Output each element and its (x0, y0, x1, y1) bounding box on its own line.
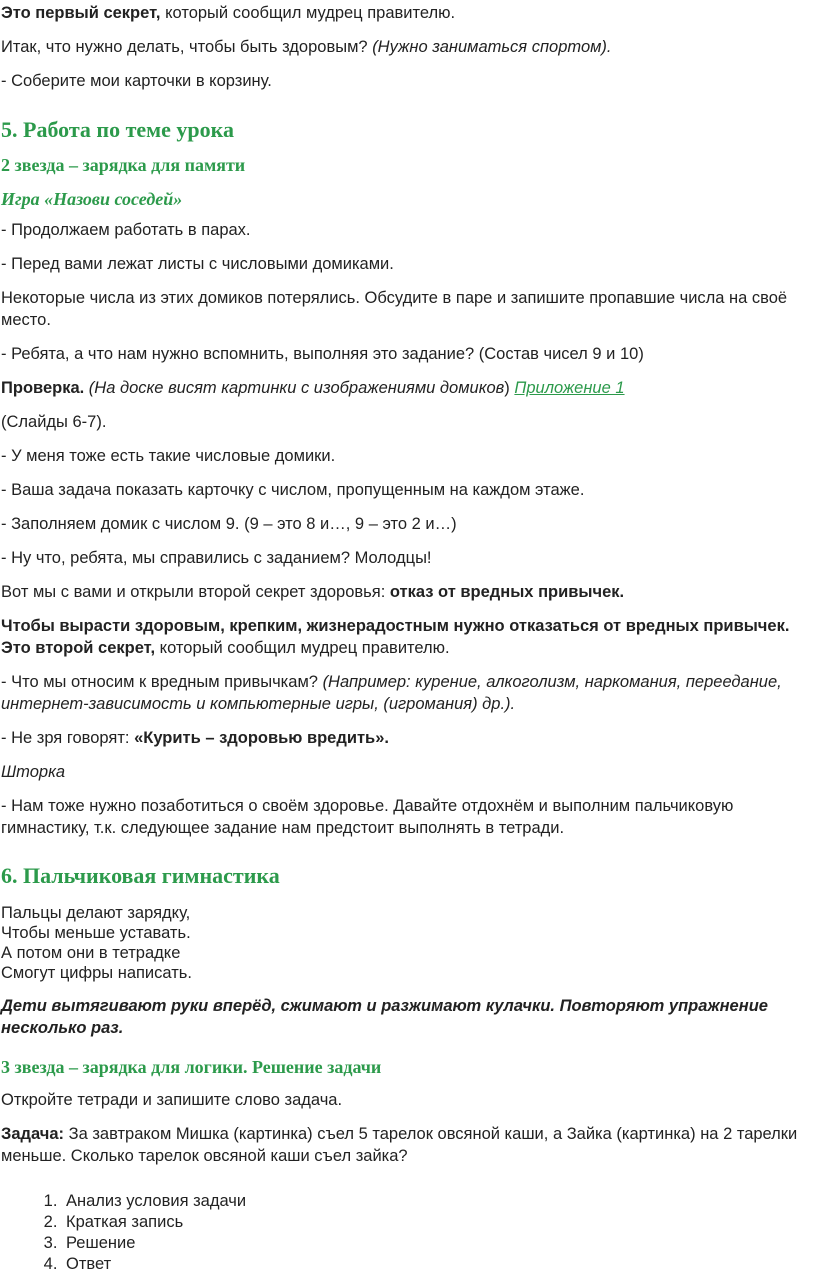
habits-examples: (Например: курение, алкоголизм, наркомания, переедание, интернет-зависимость и компьютерные игры, (игромания) др.). (1, 673, 782, 713)
rest-paragraph: - Нам тоже нужно позаботиться о своём здоровье. Давайте отдохнём и выполним пальчиковую гимнастику, т.к. следующее задание нам предстоит выполнять в тетради. (1, 797, 734, 837)
exercise-instruction: Дети вытягивают руки вперёд, сжимают и разжимают кулачки. Повторяют упражнение несколько раз. (1, 997, 768, 1037)
question-answer: (Нужно заниматься спортом). (372, 38, 612, 56)
question-text: Итак, что нужно делать, чтобы быть здоровым? (1, 38, 373, 56)
check-bold: Проверка. (1, 379, 85, 397)
list-item: 3. Решение (62, 1233, 810, 1254)
second-secret-bold: отказ от вредных привычек. (389, 583, 625, 601)
slides-paragraph: (Слайды 6-7). (1, 413, 107, 431)
second-secret-pre: Вот мы с вами и открыли второй секрет здоровья: (1, 583, 390, 601)
paragraph-me-too: - У меня тоже есть такие числовые домики. (1, 447, 336, 465)
list-item: 1. Анализ условия задачи (62, 1191, 810, 1212)
paragraph-well-done: - Ну что, ребята, мы справились с заданием? Молодцы! (1, 549, 432, 567)
poem-line: Смогут цифры написать. (1, 964, 192, 982)
question-paragraph (1, 36, 810, 58)
task-text: За завтраком Мишка (картинка) съел 5 тарелок овсяной каши, а Зайка (картинка) на 2 тарелки меньше. Сколько тарелок овсяной каши съел зайка? (1, 1125, 798, 1165)
open-notebook-paragraph: Откройте тетради и запишите слово задача. (1, 1091, 343, 1109)
saying-pre: - Не зря говорят: (1, 729, 135, 747)
document-page (0, 2, 816, 1275)
finger-poem (1, 903, 810, 983)
healthy-rest: который сообщил мудрец правителю. (155, 639, 450, 657)
healthy-paragraph (1, 615, 810, 659)
healthy-bold: Чтобы вырасти здоровым, крепким, жизнерадостным нужно отказаться от вредных привычек. Это второй секрет, (1, 617, 790, 657)
section5-subheading: 2 звезда – зарядка для памяти (1, 155, 246, 175)
secret1-paragraph (1, 2, 810, 24)
check-italic: (На доске висят картинки с изображениями домиков (84, 379, 505, 397)
section5-heading: 5. Работа по теме урока (1, 117, 235, 142)
solution-steps-list (1, 1191, 810, 1275)
saying-bold: «Курить – здоровью вредить». (134, 729, 389, 747)
list-item: 2. Краткая запись (62, 1212, 810, 1233)
habits-question: - Что мы относим к вредным привычкам? (1, 673, 323, 691)
section6-heading: 6. Пальчиковая гимнастика (1, 863, 280, 888)
logic-subheading: 3 звезда – зарядка для логики. Решение задачи (1, 1057, 382, 1077)
poem-line: Пальцы делают зарядку, (1, 904, 191, 922)
appendix-link[interactable]: Приложение 1 (514, 379, 625, 397)
habits-paragraph (1, 671, 810, 715)
paragraph-pairs: - Продолжаем работать в парах. (1, 221, 251, 239)
check-close: ) (504, 379, 515, 397)
second-secret-paragraph (1, 581, 810, 603)
task-paragraph (1, 1123, 810, 1167)
saying-paragraph (1, 727, 810, 749)
paragraph-remember: - Ребята, а что нам нужно вспомнить, выполняя это задание? (Состав чисел 9 и 10) (1, 345, 644, 363)
game-title: Игра «Назови соседей» (1, 189, 183, 209)
list-item: 4. Ответ (62, 1254, 810, 1275)
task-bold: Задача: (1, 1125, 65, 1143)
secret1-rest: который сообщил мудрец правителю. (160, 4, 456, 22)
secret1-bold: Это первый секрет, (1, 4, 161, 22)
poem-line: Чтобы меньше уставать. (1, 924, 191, 942)
paragraph-task-card: - Ваша задача показать карточку с числом, пропущенным на каждом этаже. (1, 481, 585, 499)
check-paragraph (1, 377, 810, 399)
collect-paragraph: - Соберите мои карточки в корзину. (1, 72, 272, 90)
paragraph-houses: - Перед вами лежат листы с числовыми домиками. (1, 255, 394, 273)
poem-line: А потом они в тетрадке (1, 944, 181, 962)
shtorka-label: Шторка (1, 763, 66, 781)
paragraph-fill-house: - Заполняем домик с числом 9. (9 – это 8 и…, 9 – это 2 и…) (1, 515, 457, 533)
paragraph-lost-numbers: Некоторые числа из этих домиков потерялись. Обсудите в паре и запишите пропавшие числа на своё место. (1, 289, 788, 329)
